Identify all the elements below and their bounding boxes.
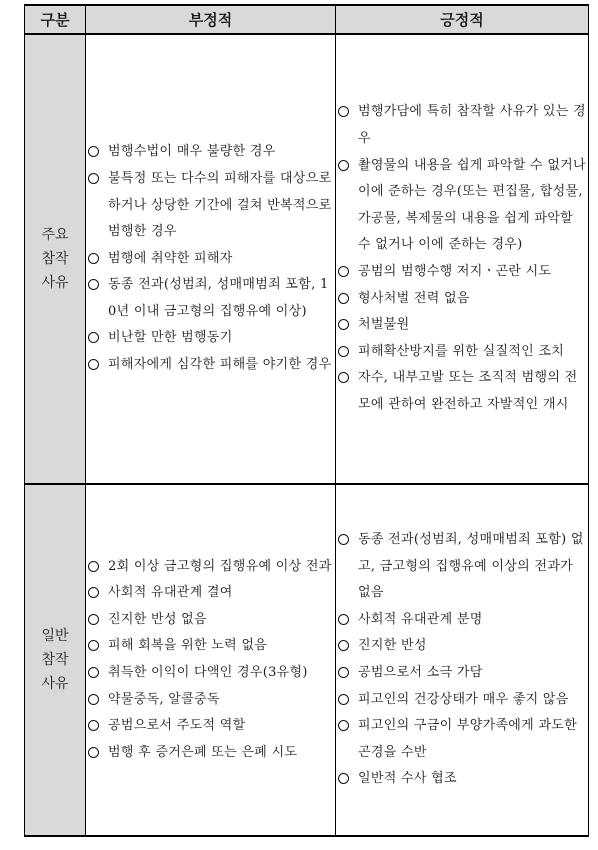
factor-text: 범행수법이 매우 불량한 경우	[108, 144, 276, 160]
header-category: 구분	[25, 5, 86, 34]
circle-bullet-icon	[88, 747, 99, 758]
circle-bullet-icon	[338, 534, 349, 545]
circle-bullet-icon	[338, 667, 349, 678]
row-major-factors	[25, 34, 589, 484]
factor-text: 공범으로서 주도적 역할	[108, 718, 246, 734]
list-item	[336, 365, 588, 418]
list-item	[336, 766, 588, 793]
list-item	[86, 660, 335, 687]
circle-bullet-icon	[88, 667, 99, 678]
list-item	[86, 740, 335, 767]
row-label-line: 참작	[41, 652, 69, 668]
circle-bullet-icon	[338, 372, 349, 383]
factor-text: 사회적 유대관계 결여	[108, 585, 233, 601]
general-negative-cell	[86, 484, 336, 836]
list-item	[336, 153, 588, 259]
sentencing-factors-sheet	[24, 4, 588, 837]
circle-bullet-icon	[338, 293, 349, 304]
header-row	[25, 5, 589, 34]
circle-bullet-icon	[88, 146, 99, 157]
factor-text: 피고인의 건강상태가 매우 좋지 않음	[358, 691, 569, 707]
factor-text: 2회 이상 금고형의 집행유예 이상 전과	[108, 558, 332, 574]
list-item	[86, 272, 335, 325]
factor-text: 공범의 범행수행 저지ㆍ곤란 시도	[358, 264, 552, 279]
factor-list	[86, 139, 335, 378]
circle-bullet-icon	[88, 614, 99, 625]
factor-text: 취득한 이익이 다액인 경우(3유형)	[108, 665, 308, 680]
circle-bullet-icon	[338, 266, 349, 277]
factor-text: 범행 후 증거은폐 또는 은폐 시도	[108, 744, 298, 760]
circle-bullet-icon	[338, 319, 349, 330]
circle-bullet-icon	[338, 773, 349, 784]
factor-list	[336, 527, 588, 793]
factor-text: 범행에 취약한 피해자	[108, 250, 233, 266]
header-positive: 긍정적	[336, 5, 589, 34]
list-item	[86, 607, 335, 634]
factor-text: 형사처벌 전력 없음	[358, 290, 470, 306]
circle-bullet-icon	[88, 173, 99, 184]
row-label-line: 참작	[41, 251, 69, 267]
factor-text: 사회적 유대관계 분명	[358, 611, 483, 627]
factor-text: 동종 전과(성범죄, 성매매범죄 포함) 없고, 금고형의 집행유예 이상의 전과가 없음	[358, 532, 584, 601]
list-item	[86, 325, 335, 352]
factor-text: 처벌불원	[358, 317, 410, 333]
circle-bullet-icon	[338, 640, 349, 651]
circle-bullet-icon	[88, 253, 99, 264]
factor-list	[86, 554, 335, 767]
circle-bullet-icon	[88, 640, 99, 651]
factor-text: 피해 회복을 위한 노력 없음	[108, 638, 268, 654]
circle-bullet-icon	[88, 720, 99, 731]
list-item	[86, 687, 335, 714]
factor-text: 범행가담에 특히 참작할 사유가 있는 경우	[358, 104, 586, 147]
list-item	[336, 527, 588, 607]
circle-bullet-icon	[88, 587, 99, 598]
circle-bullet-icon	[338, 160, 349, 171]
circle-bullet-icon	[338, 614, 349, 625]
circle-bullet-icon	[88, 694, 99, 705]
list-item	[336, 259, 588, 286]
row-label-line: 일반	[41, 628, 69, 644]
list-item	[86, 246, 335, 273]
row-label-line: 사유	[41, 676, 69, 692]
list-item	[336, 607, 588, 634]
factor-text: 촬영물의 내용을 쉽게 파악할 수 없거나 이에 준하는 경우(또는 편집물, 합성물, 가공물, 복제물의 내용을 쉽게 파악할 수 없거나 이에 준하는 경우)	[358, 157, 586, 253]
factor-text: 비난할 만한 범행동기	[108, 330, 233, 346]
circle-bullet-icon	[88, 332, 99, 343]
list-item	[86, 139, 335, 166]
circle-bullet-icon	[338, 346, 349, 357]
list-item	[86, 633, 335, 660]
factor-list	[336, 99, 588, 418]
row-label-line: 주요	[41, 227, 69, 243]
list-item	[336, 286, 588, 313]
factor-text: 피고인의 구금이 부양가족에게 과도한 곤경을 수반	[358, 718, 578, 760]
factor-text: 일반적 수사 협조	[358, 771, 457, 787]
factor-text: 피해확산방지를 위한 실질적인 조치	[358, 343, 565, 359]
list-item	[336, 339, 588, 366]
factor-text: 공범으로서 소극 가담	[358, 665, 483, 680]
list-item	[336, 713, 588, 766]
circle-bullet-icon	[338, 694, 349, 705]
mitigating-aggravating-factors-table	[24, 4, 589, 837]
header-negative: 부정적	[86, 5, 336, 34]
circle-bullet-icon	[338, 106, 349, 117]
circle-bullet-icon	[88, 561, 99, 572]
row-label-general	[25, 484, 86, 836]
list-item	[86, 580, 335, 607]
row-general-factors	[25, 484, 589, 836]
list-item	[86, 166, 335, 246]
circle-bullet-icon	[88, 359, 99, 370]
factor-text: 진지한 반성	[358, 638, 427, 654]
factor-text: 자수, 내부고발 또는 조직적 범행의 전모에 관하여 완전하고 자발적인 개시	[358, 370, 578, 412]
list-item	[86, 713, 335, 740]
list-item	[336, 99, 588, 152]
list-item	[336, 312, 588, 339]
major-positive-cell	[336, 34, 589, 484]
list-item	[336, 633, 588, 660]
circle-bullet-icon	[88, 279, 99, 290]
row-label-major	[25, 34, 86, 484]
major-negative-cell	[86, 34, 336, 484]
factor-text: 피해자에게 심각한 피해를 야기한 경우	[108, 357, 332, 373]
list-item	[336, 687, 588, 714]
list-item	[336, 660, 588, 687]
factor-text: 동종 전과(성범죄, 성매매범죄 포함, 10년 이내 금고형의 집행유예 이상)	[108, 277, 329, 319]
factor-text: 약물중독, 알콜중독	[108, 691, 220, 707]
list-item	[86, 554, 335, 581]
factor-text: 진지한 반성 없음	[108, 611, 207, 627]
list-item	[86, 352, 335, 379]
row-label-line: 사유	[41, 275, 69, 291]
circle-bullet-icon	[338, 720, 349, 731]
factor-text: 불특정 또는 다수의 피해자를 대상으로 하거나 상당한 기간에 걸쳐 반복적으로 범행한 경우	[108, 170, 332, 240]
general-positive-cell	[336, 484, 589, 836]
